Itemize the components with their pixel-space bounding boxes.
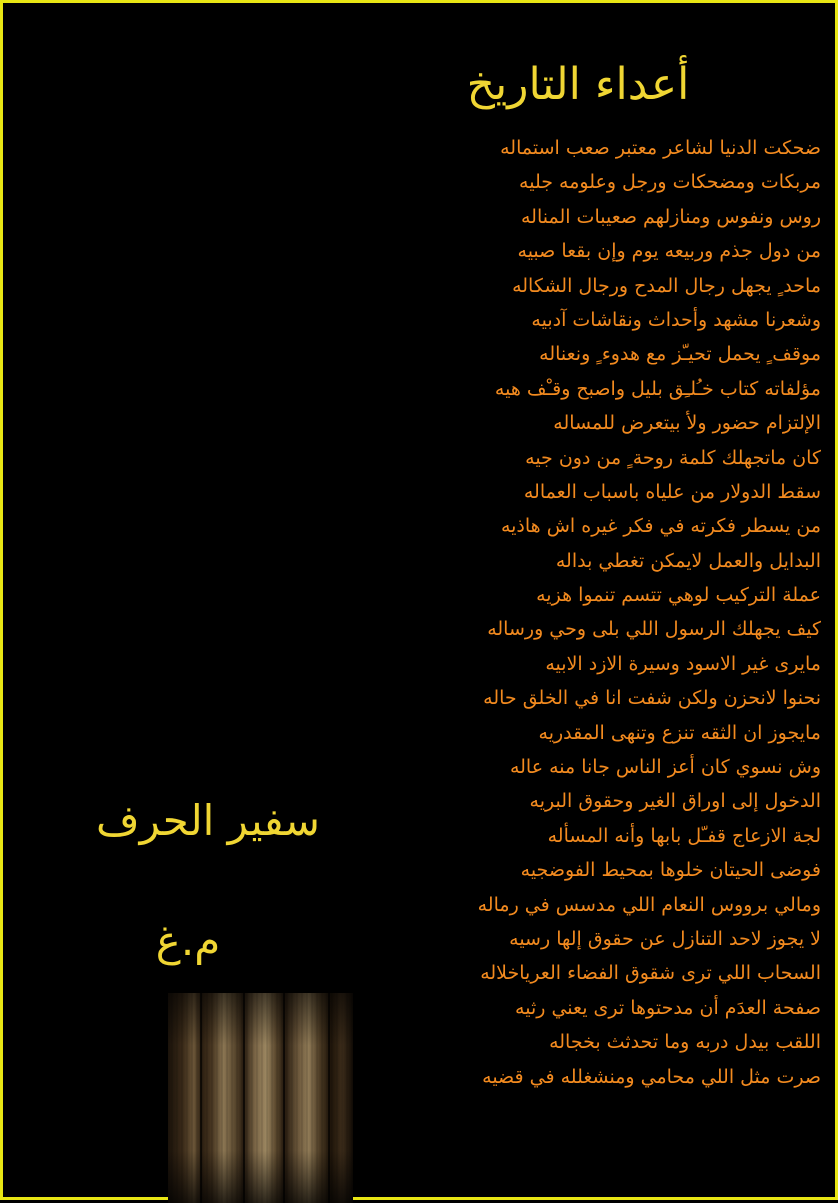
poem-line: كان ماتجهلك كلمة روحة ٍ من دون جيه: [525, 446, 821, 469]
poem-line: وش نسوي كان أعز الناس جانا منه عاله: [509, 756, 821, 779]
poem-line: من يسطر فكرته في فكر غيره اش هاذيه: [500, 515, 821, 538]
poem-line: من دول جذم وربيعه يوم وإن بقعا صبيه: [517, 240, 821, 263]
poem-line: مايجوز ان الثقه تنزع وتنهى المقدريه: [538, 721, 821, 744]
poem-line: موقف ٍ يحمل تحيـّز مع هدوء ٍ ونعناله: [539, 343, 821, 366]
poem-line: الدخول إلى اوراق الغير وحقوق البريه: [529, 790, 821, 813]
poem-line: مؤلفاته كتاب خـُلـِق بليل واصبح وقـْف هيه: [494, 377, 821, 400]
book-page-texture: [168, 993, 353, 1203]
poem-line: الإلتزام حضور ولأ بيتعرض للمساله: [553, 412, 821, 435]
book-spine-divider: [243, 993, 245, 1203]
poem-line: مربكات ومضحكات ورجل وعلومه جليه: [519, 171, 821, 194]
poem-line: صرت مثل اللي محامي ومنشغلله في قضيه: [482, 1065, 821, 1088]
poem-line: البدايل والعمل لايمكن تغطي بداله: [555, 549, 821, 572]
poem-line: عملة التركيب لوهي تتسم تنموا هزيه: [536, 584, 821, 607]
author-signature: سفير الحرف: [96, 796, 320, 845]
poem-line: روس ونفوس ومنازلهم صعيبات المناله: [520, 205, 821, 228]
poem-line: كيف يجهلك الرسول اللي بلى وحي ورساله: [487, 618, 821, 641]
poem-line: السحاب اللي ترى شقوق الفضاء العرياخلاله: [480, 962, 821, 985]
poem-line: سقط الدولار من علياه باسباب العماله: [523, 480, 821, 503]
poem-line: صفحة العدَم أن مدحتوها ترى يعني رثيه: [515, 996, 821, 1019]
poem-line: وشعرنا مشهد وأحداث ونقاشات آدبيه: [531, 308, 821, 331]
poem-line: لا يجوز لاحد التنازل عن حقوق إلها رسيه: [509, 927, 821, 950]
poem-line: مايرى غير الاسود وسيرة الازد الابيه: [545, 652, 821, 675]
poem-line: ماحد ٍ يجهل رجال المدح ورجال الشكاله: [512, 274, 821, 297]
book-spine-divider: [200, 993, 202, 1203]
poem-title: أعداء التاريخ: [466, 59, 690, 110]
book-spine-divider: [328, 993, 330, 1203]
book-spine-divider: [283, 993, 285, 1203]
poem-line: ومالي برووس النعام اللي مدسس في رماله: [477, 893, 821, 916]
poem-line: لجة الازعاج قفـّل بابها وأنه المسأله: [547, 824, 821, 847]
poem-line: نحنوا لانحزن ولكن شفت انا في الخلق حاله: [483, 687, 821, 710]
poem-line: ضحكت الدنيا لشاعر معتبر صعب استماله: [500, 137, 821, 159]
poem-lines: [363, 131, 821, 1094]
poem-line: فوضى الحيتان خلوها بمحيط الفوضجيه: [520, 859, 821, 882]
author-initials: م.غ: [155, 916, 221, 965]
old-books-image: [168, 993, 353, 1203]
poem-line: اللقب بيدل دربه وما تحدثث بخجاله: [549, 1031, 821, 1054]
